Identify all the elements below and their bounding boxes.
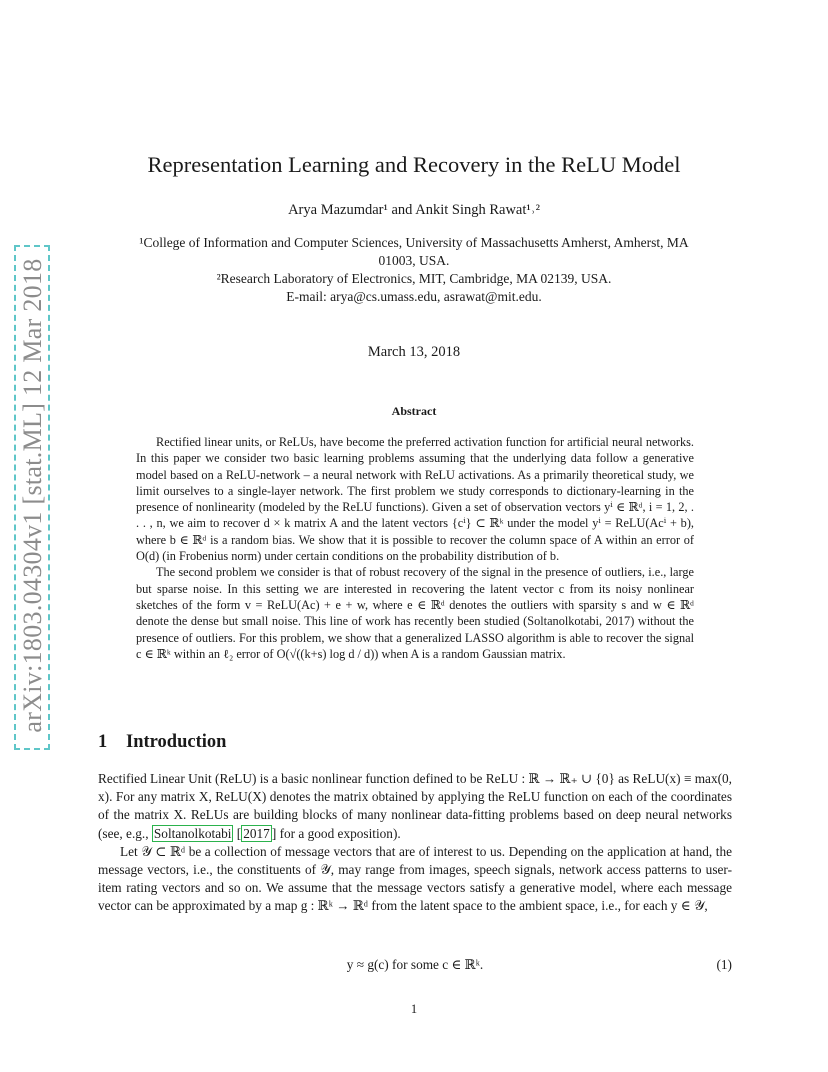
affiliation-line: ¹College of Information and Computer Sciences, University of Massachusetts Amherst, Amherst, MA xyxy=(139,235,689,250)
equation-1 xyxy=(98,955,732,975)
section-number: 1 xyxy=(98,732,108,752)
paper-date: March 13, 2018 xyxy=(367,344,461,360)
arxiv-identifier[interactable]: arXiv:1803.04304v1 [stat.ML] 12 Mar 2018 xyxy=(18,258,47,733)
paper-authors: Arya Mazumdar¹ and Ankit Singh Rawat¹˒² xyxy=(288,202,540,218)
abstract-paragraph: Rectified linear units, or ReLUs, have become the preferred activation function for artificial neural networks. In this paper we consider two basic learning problems assuming that the underlying data follow a generative model based on a ReLU-network – a neural network with ReLU activations. As a primarily theoretical study, we limit ourselves to a single-layer network. The first problem we study corresponds to dictionary-learning in the presence of nonlinearity (modeled by the ReLU functions). Given a set of observation vectors yⁱ ∈ ℝᵈ, i = 1, 2, . . . , n, we aim to recover d × k matrix A and the latent vectors {cⁱ} ⊂ ℝᵏ under the model yⁱ = ReLU(Acⁱ + b), where b ∈ ℝᵈ is a random bias. We show that it is possible to recover the column space of A within an error of O(d) (in Frobenius norm) under certain conditions on the probability distribution of b. xyxy=(136,435,694,564)
section-heading xyxy=(98,732,226,753)
paragraph-text: Rectified Linear Unit (ReLU) is a basic nonlinear function defined to be ReLU : ℝ → ℝ₊ ∪ {0} as ReLU(x) ≡ max(0, x). For any matrix X, ReLU(X) denotes the matrix obtained by applying the ReLU function on each of the coordinates of the matrix X. ReLUs are building blocks of many nonlinear data-fitting problems based on deep neural networks (see, e.g., xyxy=(98,771,732,841)
section-body xyxy=(98,770,732,916)
citation-link-year[interactable]: 2017 xyxy=(243,825,270,841)
affiliation-line: ²Research Laboratory of Electronics, MIT, Cambridge, MA 02139, USA. xyxy=(216,271,612,286)
body-paragraph: Let 𝒴 ⊂ ℝᵈ be a collection of message vectors that are of interest to us. Depending on the application at hand, the message vectors, i.e., the constituents of 𝒴, may range from images, speech signals, network access patterns to user-item rating vectors and so on. We assume that the message vectors satisfy a generative model, where each message vector can be approximated by a map g : ℝᵏ → ℝᵈ from the latent space to the ambient space, i.e., for each y ∈ 𝒴, xyxy=(98,843,732,914)
body-paragraph: Rectified Linear Unit (ReLU) is a basic nonlinear function defined to be ReLU : ℝ → ℝ₊ ∪ {0} as ReLU(x) ≡ max(0, x). For any matrix X, ReLU(X) denotes the matrix obtained by applying the ReLU function on each of the coordinates of the matrix X. ReLUs are building blocks of many nonlinear data-fitting problems based on deep neural networks (see, e.g., Soltanolkotabi [ 2017 ] for a good exposition). xyxy=(98,771,732,841)
paragraph-text: ] for a good exposition). xyxy=(271,825,401,841)
abstract-body xyxy=(136,434,694,662)
equation-body: y ≈ g(c) for some c ∈ ℝᵏ. xyxy=(346,957,484,972)
affiliation-line: 01003, USA. xyxy=(378,253,450,268)
paper-title: Representation Learning and Recovery in the ReLU Model xyxy=(147,152,681,177)
citation-link-author[interactable]: Soltanolkotabi xyxy=(153,825,232,841)
section-title: Introduction xyxy=(126,732,227,752)
abstract-heading: Abstract xyxy=(391,404,437,418)
abstract-paragraph: The second problem we consider is that of robust recovery of the signal in the presence of outliers, i.e., large but sparse noise. In this setting we are interested in recovering the latent vector c from its noisy nonlinear sketches of the form v = ReLU(Ac) + e + w, where e ∈ ℝᵈ denotes the outliers with sparsity s and w ∈ ℝᵈ denote the dense but small noise. This line of work has recently been studied (Soltanolkotabi, 2017) without the presence of outliers. For this problem, we show that a generalized LASSO algorithm is able to recover the signal c ∈ ℝᵏ within an ℓ₂ error of O(√((k+s) log d / d)) when A is a random Gaussian matrix. xyxy=(136,565,694,661)
page-number: 1 xyxy=(410,1002,418,1016)
equation-number: (1) xyxy=(716,957,732,972)
author-affiliations xyxy=(98,234,730,306)
contact-email-line: E-mail: arya@cs.umass.edu, asrawat@mit.edu. xyxy=(286,289,542,304)
